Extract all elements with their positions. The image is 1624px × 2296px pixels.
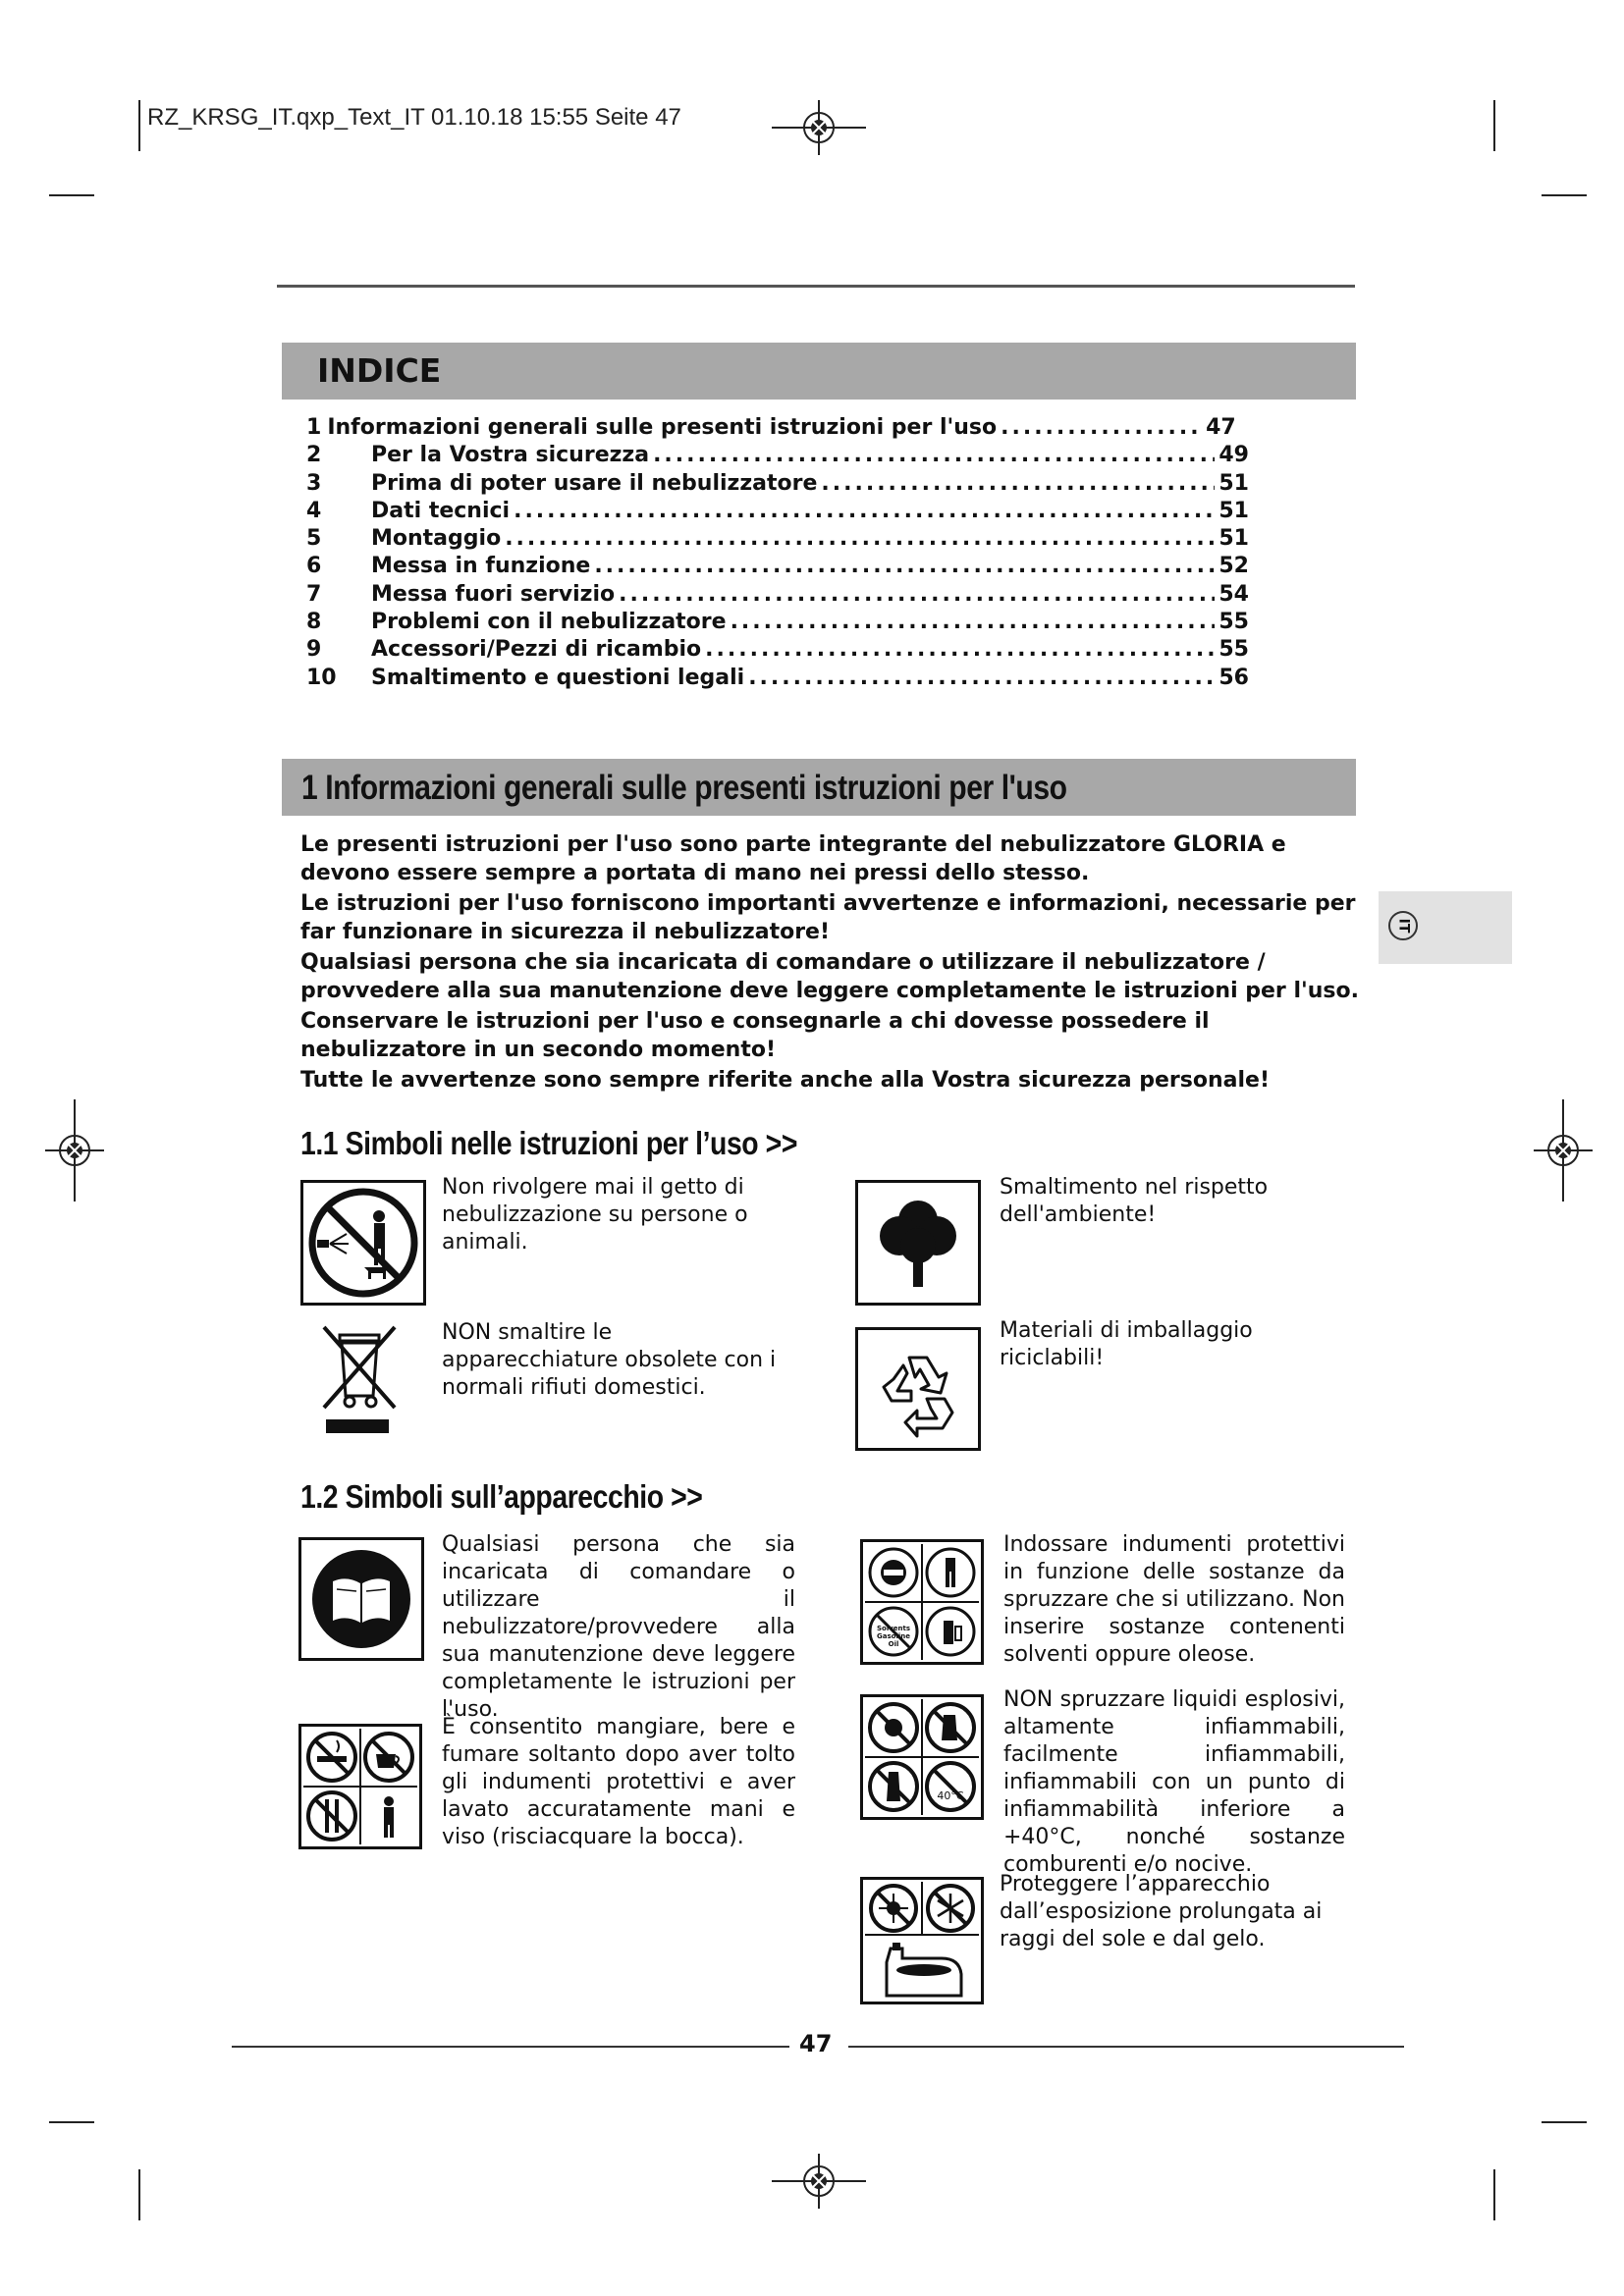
toc-number: 6 (306, 554, 322, 579)
crop-mark (49, 194, 94, 196)
toc-entry[interactable] (306, 470, 1249, 498)
symbol-description: È consentito mangiare, bere e fumare soltanto dopo aver tolto gli indumenti protettivi e aver lavato accuratamente mani e viso (risciacquare la bocca). (442, 1715, 795, 1849)
symbol-item (298, 1537, 424, 1661)
symbol-description: NON smaltire le apparecchiature obsolete con i normali rifiuti domestici. (442, 1320, 777, 1400)
toc-number: 9 (306, 637, 322, 663)
toc-title: Smaltimento e questioni legali (371, 665, 745, 690)
toc-entry[interactable] (306, 665, 1249, 692)
paragraph: Tutte le avvertenze sono sempre riferite anche alla Vostra sicurezza personale! (300, 1068, 1270, 1093)
toc-leader (505, 525, 1215, 553)
crop-mark (49, 2121, 94, 2123)
section-1-title: 1 Informazioni generali sulle presenti istruzioni per l'uso (301, 769, 1067, 807)
crop-mark (138, 100, 140, 151)
toc-title: Dati tecnici (371, 498, 511, 523)
toc-title: Problemi con il nebulizzatore (371, 610, 727, 635)
toc-page: 55 (1218, 637, 1249, 663)
toc-entry[interactable] (306, 636, 1249, 664)
toc-number: 1 (306, 415, 322, 440)
symbol-item (300, 1180, 426, 1306)
symbol-item (860, 1694, 984, 1820)
symbol-description: Indossare indumenti protettivi in funzione delle sostanze da spruzzare che si utilizzano. Non inserire sostanze contenenti solventi oppure oleose. (1003, 1532, 1345, 1667)
read-manual-icon (301, 1540, 421, 1658)
toc-leader (731, 609, 1216, 636)
toc-entry[interactable] (306, 498, 1249, 525)
toc-entry[interactable] (306, 414, 1249, 442)
toc-title: Messa in funzione (371, 554, 591, 579)
toc-leader (653, 442, 1215, 469)
toc-page: 55 (1218, 610, 1249, 635)
symbol-description: NON spruzzare liquidi esplosivi, altamente infiammabili, facilmente infiammabili, infiammabili con un punto di infiammabilità inferiore a +40°C, nonché sostanze comburenti e/o nocive. (1003, 1687, 1345, 1877)
section-1-title-bar (282, 759, 1356, 816)
toc-page: 51 (1218, 526, 1249, 552)
page-number: 47 (799, 2030, 833, 2057)
icon-label: Oil (888, 1640, 899, 1648)
no-spray-at-people-icon (303, 1183, 423, 1303)
crop-mark (1493, 2169, 1495, 2220)
section-1-text (300, 830, 1371, 1096)
toc-title: Accessori/Pezzi di ricambio (371, 637, 702, 663)
icon-label: Gasoline (877, 1632, 910, 1640)
footer-rule-left (232, 2046, 789, 2048)
index-title-bar (282, 343, 1356, 400)
symbol-item (855, 1327, 981, 1451)
toc-page: 47 (1206, 415, 1236, 440)
toc-number: 7 (306, 581, 322, 607)
icon-label: 40°C (937, 1789, 964, 1802)
no-sun-frost-icon (863, 1880, 981, 2002)
toc-entry[interactable] (306, 553, 1249, 580)
toc-entry[interactable] (306, 609, 1249, 636)
symbol-item (298, 1724, 422, 1849)
toc-page: 54 (1218, 581, 1249, 607)
subsection-1-1-title: 1.1 Simboli nelle istruzioni per l’uso >> (300, 1125, 797, 1161)
print-slug: RZ_KRSG_IT.qxp_Text_IT 01.10.18 15:55 Seite 47 (147, 104, 681, 131)
toc-leader (619, 581, 1215, 609)
language-tab-label: IT (1388, 911, 1418, 940)
toc-page: 49 (1218, 443, 1249, 468)
paragraph: Le istruzioni per l'uso forniscono importanti avvertenze e informazioni, necessarie per far funzionare in sicurezza il nebulizzatore! (300, 891, 1356, 944)
toc-page: 56 (1218, 665, 1249, 690)
symbol-item (855, 1180, 981, 1306)
tree-icon (858, 1183, 978, 1303)
toc-number: 2 (306, 443, 322, 468)
paragraph: Conservare le istruzioni per l'uso e consegnarle a chi dovesse possedere il nebulizzatore in un secondo momento! (300, 1009, 1210, 1062)
registration-mark-icon (772, 98, 866, 157)
toc-title: Informazioni generali sulle presenti istruzioni per l'uso (327, 415, 998, 440)
crop-mark (1542, 194, 1587, 196)
toc-number: 10 (306, 665, 337, 690)
symbol-item (310, 1317, 408, 1437)
registration-mark-icon (45, 1099, 104, 1201)
crop-mark (138, 2169, 140, 2220)
no-eating-smoking-icon (301, 1727, 419, 1846)
toc-title: Messa fuori servizio (371, 581, 616, 607)
symbol-item (860, 1539, 984, 1665)
registration-mark-icon (772, 2152, 866, 2211)
toc-leader (705, 636, 1215, 664)
symbol-description: Materiali di imballaggio riciclabili! (1000, 1318, 1253, 1370)
table-of-contents (306, 414, 1249, 692)
toc-title: Montaggio (371, 526, 502, 552)
icon-label: Solvents (876, 1625, 911, 1632)
registration-mark-icon (1534, 1099, 1593, 1201)
toc-title: Prima di poter usare il nebulizzatore (371, 470, 818, 496)
symbol-description: Proteggere l’apparecchio dall’esposizione prolungata ai raggi del sole e dal gelo. (1000, 1872, 1323, 1951)
toc-page: 51 (1218, 470, 1249, 496)
protective-clothing-icon (863, 1542, 981, 1662)
toc-leader (594, 553, 1215, 580)
symbol-item (860, 1877, 984, 2004)
toc-leader (514, 498, 1215, 525)
symbol-description: Non rivolgere mai il getto di nebulizzazione su persone o animali. (442, 1175, 748, 1255)
paragraph: Qualsiasi persona che sia incaricata di comandare o utilizzare il nebulizzatore / provvedere alla sua manutenzione deve leggere completamente le istruzioni per l'uso. (300, 950, 1359, 1003)
toc-number: 5 (306, 526, 322, 552)
paragraph: Le presenti istruzioni per l'uso sono parte integrante del nebulizzatore GLORIA e devono essere sempre a portata di mano nei pressi dello stesso. (300, 832, 1286, 885)
toc-title: Per la Vostra sicurezza (371, 443, 650, 468)
toc-leader (748, 665, 1215, 692)
toc-number: 8 (306, 610, 322, 635)
toc-page: 51 (1218, 498, 1249, 523)
recycle-icon (858, 1330, 978, 1448)
symbol-description: Qualsiasi persona che sia incaricata di comandare o utilizzare il nebulizzatore/provvedere alla sua manutenzione deve leggere completamente le istruzioni per l'uso. (442, 1532, 795, 1722)
toc-entry[interactable] (306, 442, 1249, 469)
index-title: INDICE (317, 351, 442, 390)
toc-leader (821, 470, 1215, 498)
toc-number: 4 (306, 498, 322, 523)
no-flammable-liquids-icon (863, 1697, 981, 1817)
toc-page: 52 (1218, 554, 1249, 579)
toc-entry[interactable] (306, 581, 1249, 609)
toc-entry[interactable] (306, 525, 1249, 553)
crossed-bin-icon (310, 1317, 408, 1437)
subsection-1-2-title: 1.2 Simboli sull’apparecchio >> (300, 1478, 703, 1515)
footer-rule-right (848, 2046, 1404, 2048)
crop-mark (1493, 100, 1495, 151)
header-rule (277, 285, 1355, 288)
symbol-description: Smaltimento nel rispetto dell'ambiente! (1000, 1175, 1269, 1227)
crop-mark (1542, 2121, 1587, 2123)
toc-leader (1001, 414, 1202, 442)
toc-number: 3 (306, 470, 322, 496)
language-tab (1379, 891, 1512, 964)
